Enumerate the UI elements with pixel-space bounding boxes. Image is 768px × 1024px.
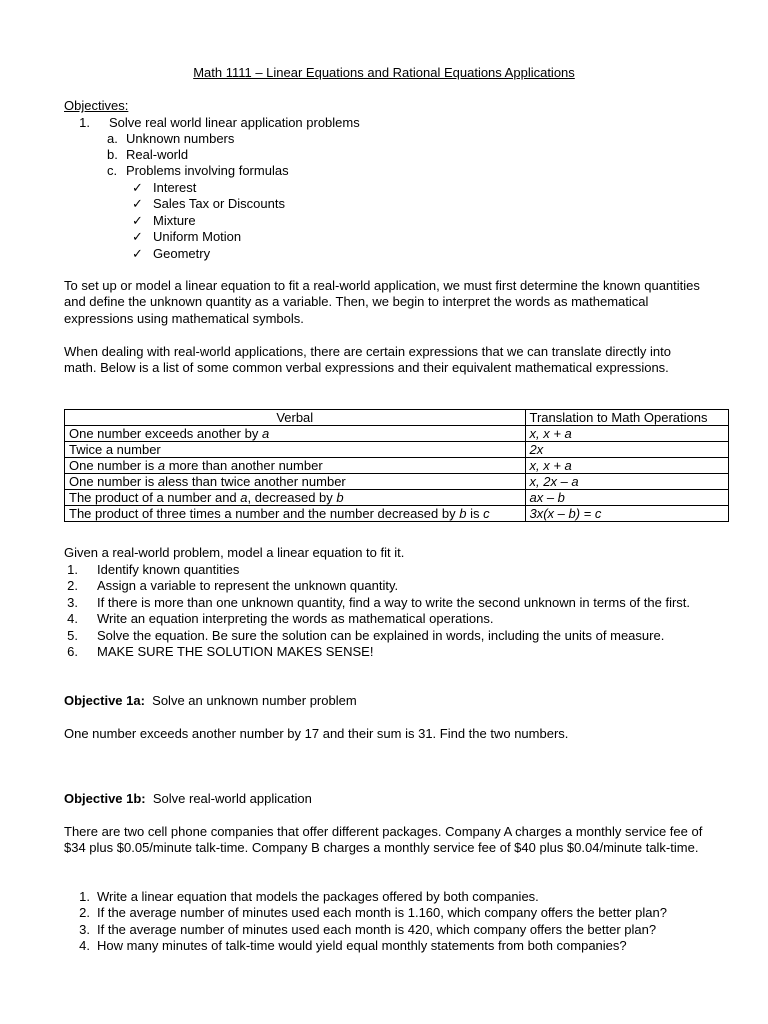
step-text: Identify known quantities (97, 562, 240, 577)
list-item (64, 922, 724, 938)
step-number: 2. (67, 578, 78, 594)
subitem-text: Problems involving formulas (126, 163, 289, 178)
math-cell: ax – b (525, 490, 729, 506)
list-item (64, 611, 724, 627)
table-row (65, 474, 729, 490)
math-cell: x, x + a (525, 458, 729, 474)
column-header-translation: Translation to Math Operations (525, 410, 729, 426)
check-item-text: Sales Tax or Discounts (153, 196, 285, 212)
check-item (132, 229, 432, 245)
verbal-cell: One number exceeds another by a (65, 426, 526, 442)
subitem-letter: c. (107, 163, 118, 178)
objective-1a-heading (64, 693, 357, 709)
page-title: Math 1111 – Linear Equations and Rational Equations Applications (193, 65, 575, 80)
check-icon: ✓ (132, 196, 143, 212)
check-list (132, 180, 432, 262)
objective-1b-problem: There are two cell phone companies that offer different packages. Company A charges a monthly service fee of $34 plus $0.05/minute talk-time. Company B charges a monthly service fee of $40 plus $0.04/minute talk-time. (64, 824, 703, 856)
subitem-text: Unknown numbers (126, 131, 235, 146)
table-row (65, 426, 729, 442)
check-item-text: Uniform Motion (153, 229, 242, 245)
step-text: MAKE SURE THE SOLUTION MAKES SENSE! (97, 644, 374, 660)
step-text: If there is more than one unknown quantity, find a way to write the second unknown in terms of the first. (97, 594, 691, 610)
subitem-letter: a. (107, 131, 118, 146)
column-header-verbal: Verbal (65, 410, 526, 426)
steps-intro: Given a real-world problem, model a linear equation to fit it. (64, 545, 405, 560)
check-item (132, 213, 432, 229)
steps-list (64, 562, 724, 660)
check-icon: ✓ (132, 245, 143, 261)
check-item (132, 246, 432, 262)
verbal-cell: The product of a number and a, decreased by b (65, 490, 526, 506)
question-number: 2. (79, 905, 90, 921)
intro-paragraph: To set up or model a linear equation to fit a real-world application, we must first determine the known quantities and define the unknown quantity as a variable. Then, we begin to interpret the words as mathematical expressions using mathematical symbols. (64, 278, 700, 326)
check-item-text: Mixture (153, 212, 196, 228)
table-row (65, 506, 729, 522)
subitem-letter: b. (107, 147, 118, 162)
step-number: 4. (67, 611, 78, 627)
step-number: 1. (67, 562, 78, 577)
step-number: 6. (67, 644, 78, 660)
step-number: 3. (67, 594, 78, 610)
check-item-text: Interest (153, 180, 197, 195)
table-row (65, 442, 729, 458)
question-text: If the average number of minutes used each month is 1.160, which company offers the better plan? (97, 905, 667, 921)
question-text: How many minutes of talk-time would yield equal monthly statements from both companies? (97, 938, 627, 954)
math-cell: 2x (525, 442, 729, 458)
verbal-cell: One number is a more than another number (65, 458, 526, 474)
math-cell: x, x + a (525, 426, 729, 442)
subitem-c (107, 163, 289, 179)
math-cell: 3x(x – b) = c (525, 506, 729, 522)
step-number: 5. (67, 627, 78, 643)
objective-1a-problem: One number exceeds another number by 17 and their sum is 31. Find the two numbers. (64, 726, 569, 741)
question-number: 4. (79, 938, 90, 954)
list-item (64, 595, 724, 611)
check-item (132, 196, 432, 212)
objective-text: Solve real world linear application problems (109, 115, 360, 130)
list-item (64, 628, 724, 644)
objectives-heading: Objectives: (64, 98, 129, 113)
translation-table (64, 409, 729, 522)
subitem-a (107, 131, 235, 147)
check-icon: ✓ (132, 212, 143, 228)
question-number: 1. (79, 889, 90, 904)
translation-paragraph: When dealing with real-world applications, there are certain expressions that we can translate directly into math. Below is a list of some common verbal expressions and their equivalent mathematical expressions. (64, 344, 671, 376)
objective-1b-heading (64, 791, 312, 807)
step-text: Solve the equation. Be sure the solution can be explained in words, including the units of measure. (97, 627, 665, 643)
check-icon: ✓ (132, 180, 143, 195)
question-number: 3. (79, 921, 90, 937)
subitem-text: Real-world (126, 147, 189, 162)
step-text: Write an equation interpreting the words as mathematical operations. (97, 611, 494, 627)
list-item (64, 938, 724, 954)
verbal-cell: One number is aless than twice another number (65, 474, 526, 490)
verbal-cell: The product of three times a number and the number decreased by b is c (65, 506, 526, 522)
check-item-text: Geometry (153, 245, 211, 261)
list-item (64, 562, 724, 578)
step-text: Assign a variable to represent the unknown quantity. (97, 578, 399, 594)
question-text: If the average number of minutes used each month is 420, which company offers the better plan? (97, 921, 657, 937)
objective-1b-label: Objective 1b: (64, 791, 146, 806)
table-header-row (65, 410, 729, 426)
list-item (64, 889, 724, 905)
objective-number: 1. (79, 115, 90, 130)
math-cell: x, 2x – a (525, 474, 729, 490)
question-text: Write a linear equation that models the packages offered by both companies. (97, 889, 539, 904)
table-row (65, 490, 729, 506)
objective-1a-text: Solve an unknown number problem (144, 693, 357, 708)
subitem-b (107, 147, 189, 163)
objective-1a-label: Objective 1a: (64, 693, 145, 708)
questions-list (64, 889, 724, 955)
list-item (64, 644, 724, 660)
check-item (132, 180, 432, 196)
table-row (65, 458, 729, 474)
verbal-cell: Twice a number (65, 442, 526, 458)
check-icon: ✓ (132, 229, 143, 245)
list-item (64, 905, 724, 921)
objective-1b-text: Solve real-world application (145, 791, 312, 806)
list-item (64, 578, 724, 594)
